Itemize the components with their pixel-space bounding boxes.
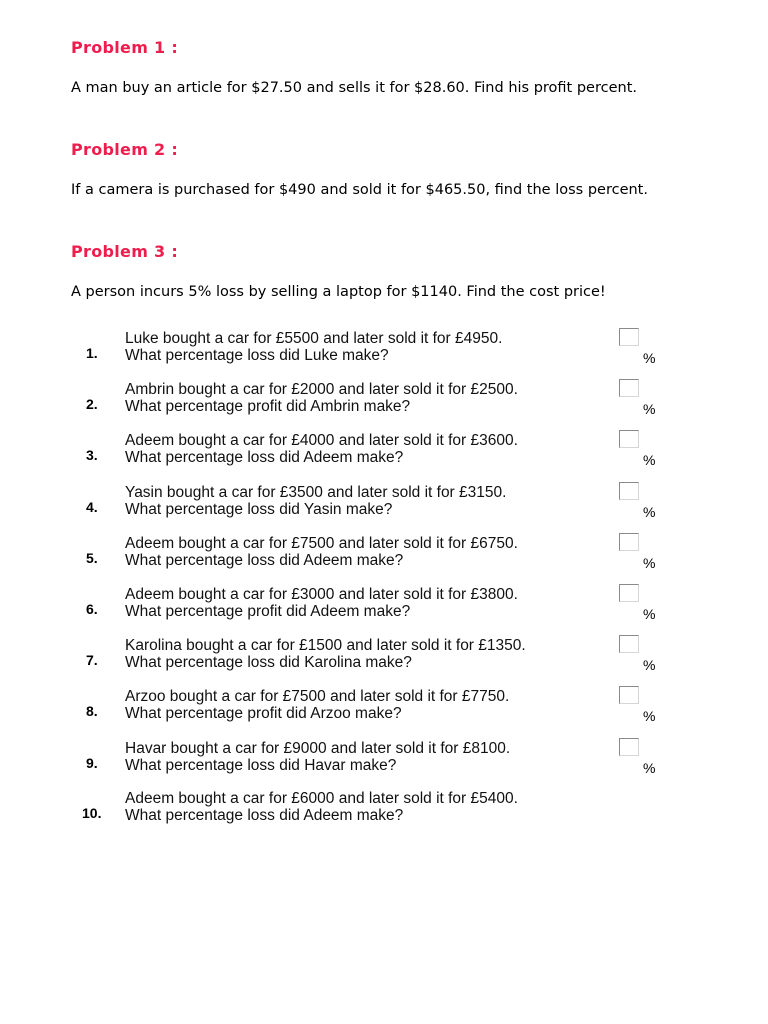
question-line-2: What percentage loss did Luke make? xyxy=(125,347,389,364)
percent-unit: % xyxy=(643,606,656,622)
question-line-1: Karolina bought a car for £1500 and later sold it for £1350. xyxy=(125,637,526,654)
answer-input[interactable] xyxy=(619,584,639,602)
question-row-7 xyxy=(0,637,768,687)
question-row-3 xyxy=(0,432,768,482)
question-line-1: Adeem bought a car for £4000 and later sold it for £3600. xyxy=(125,432,518,449)
answer-input[interactable] xyxy=(619,328,639,346)
question-line-1: Yasin bought a car for £3500 and later sold it for £3150. xyxy=(125,484,507,501)
question-line-2: What percentage loss did Havar make? xyxy=(125,757,397,774)
question-line-2: What percentage profit did Adeem make? xyxy=(125,603,411,620)
question-number: 9. xyxy=(86,755,98,771)
percent-unit: % xyxy=(643,350,656,366)
question-line-1: Adeem bought a car for £7500 and later sold it for £6750. xyxy=(125,535,518,552)
question-number: 10. xyxy=(82,805,102,821)
answer-input[interactable] xyxy=(619,738,639,756)
question-row-10 xyxy=(0,790,768,840)
problem-2-text: If a camera is purchased for $490 and sold it for $465.50, find the loss percent. xyxy=(71,182,648,198)
question-line-2: What percentage profit did Ambrin make? xyxy=(125,398,411,415)
question-line-1: Arzoo bought a car for £7500 and later sold it for £7750. xyxy=(125,688,510,705)
question-line-2: What percentage loss did Karolina make? xyxy=(125,654,412,671)
problem-2-heading: Problem 2 : xyxy=(71,140,179,159)
question-number: 7. xyxy=(86,652,98,668)
question-number: 4. xyxy=(86,499,98,515)
question-line-1: Havar bought a car for £9000 and later sold it for £8100. xyxy=(125,740,511,757)
question-line-1: Adeem bought a car for £6000 and later sold it for £5400. xyxy=(125,790,518,807)
question-number: 2. xyxy=(86,396,98,412)
problem-3-text: A person incurs 5% loss by selling a laptop for $1140. Find the cost price! xyxy=(71,284,606,300)
question-row-5 xyxy=(0,535,768,585)
question-line-2: What percentage loss did Adeem make? xyxy=(125,552,404,569)
question-row-9 xyxy=(0,740,768,790)
question-line-2: What percentage loss did Yasin make? xyxy=(125,501,393,518)
question-row-6 xyxy=(0,586,768,636)
question-row-2 xyxy=(0,381,768,431)
answer-input[interactable] xyxy=(619,686,639,704)
answer-input[interactable] xyxy=(619,482,639,500)
question-row-8 xyxy=(0,688,768,738)
problem-1-text: A man buy an article for $27.50 and sells it for $28.60. Find his profit percent. xyxy=(71,80,637,96)
question-line-1: Luke bought a car for £5500 and later sold it for £4950. xyxy=(125,330,503,347)
question-number: 6. xyxy=(86,601,98,617)
percent-unit: % xyxy=(643,452,656,468)
question-number: 3. xyxy=(86,447,98,463)
problem-3-heading: Problem 3 : xyxy=(71,242,179,261)
percent-unit: % xyxy=(643,760,656,776)
question-line-2: What percentage loss did Adeem make? xyxy=(125,449,404,466)
percent-unit: % xyxy=(643,708,656,724)
percent-unit: % xyxy=(643,401,656,417)
answer-input[interactable] xyxy=(619,533,639,551)
percent-unit: % xyxy=(643,657,656,673)
question-row-4 xyxy=(0,484,768,534)
question-number: 5. xyxy=(86,550,98,566)
question-number: 8. xyxy=(86,703,98,719)
question-line-1: Ambrin bought a car for £2000 and later sold it for £2500. xyxy=(125,381,518,398)
question-line-2: What percentage loss did Adeem make? xyxy=(125,807,404,824)
question-line-1: Adeem bought a car for £3000 and later sold it for £3800. xyxy=(125,586,518,603)
problem-1-heading: Problem 1 : xyxy=(71,38,179,57)
answer-input[interactable] xyxy=(619,430,639,448)
question-number: 1. xyxy=(86,345,98,361)
answer-input[interactable] xyxy=(619,635,639,653)
answer-input[interactable] xyxy=(619,379,639,397)
question-row-1 xyxy=(0,330,768,380)
percent-unit: % xyxy=(643,555,656,571)
question-line-2: What percentage profit did Arzoo make? xyxy=(125,705,402,722)
percent-unit: % xyxy=(643,504,656,520)
